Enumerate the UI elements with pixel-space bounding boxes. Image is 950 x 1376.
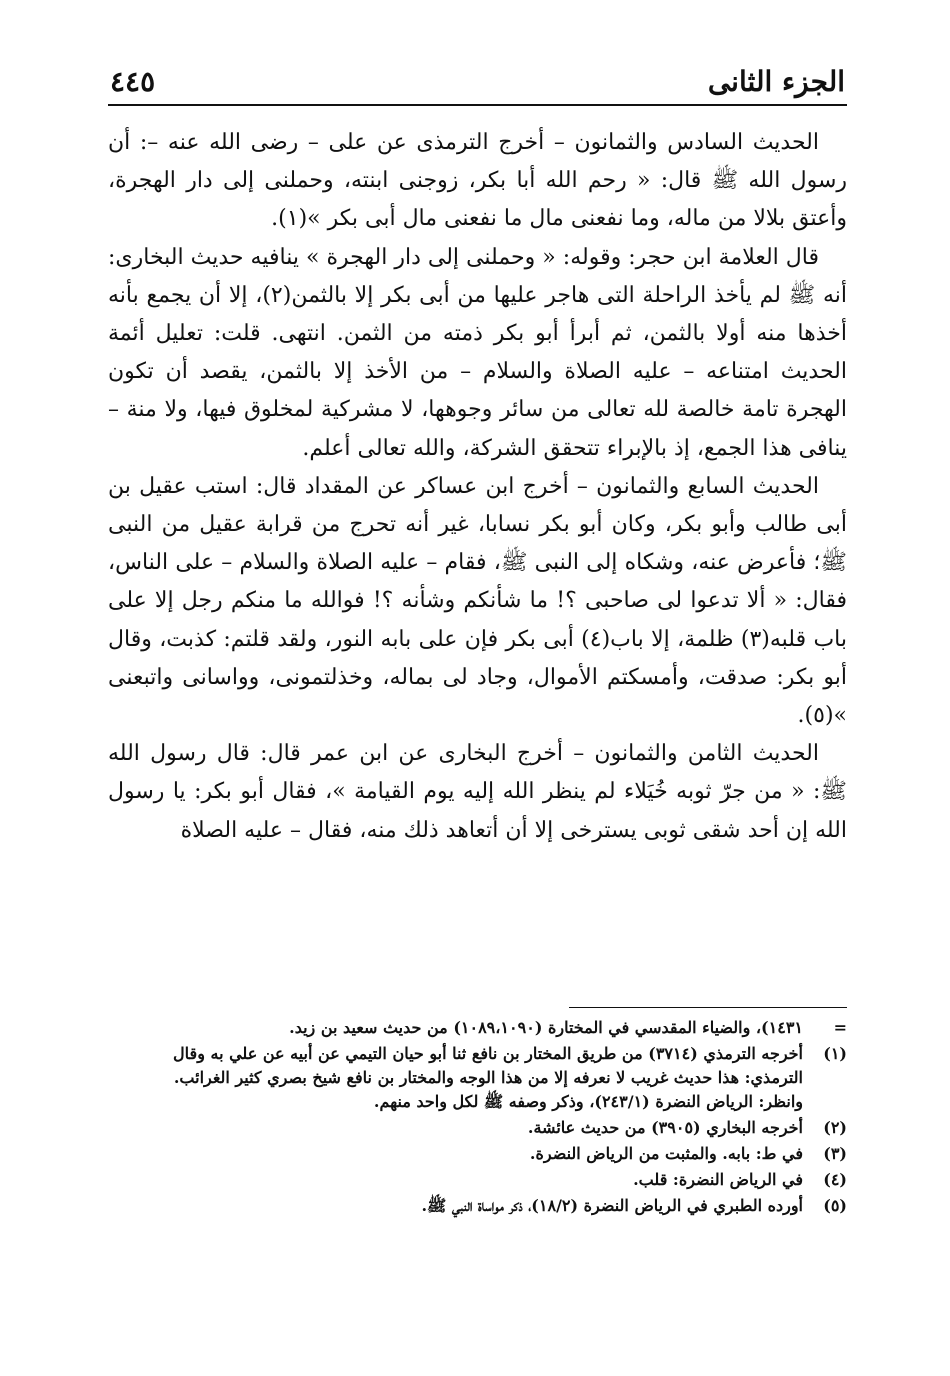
footnotes: [140, 1016, 847, 1218]
page-header: [110, 58, 845, 98]
footnote: [140, 1016, 847, 1040]
paragraph: الحديث السادس والثمانون – أخرج الترمذى عن على – رضى الله عنه –: أن رسول الله ﷺ قال: « رحم الله أبا بكر، زوجنى ابنته، وحملنى إلى دار الهجرة، وأعتق بلالا من ماله، وما نفعنى مال ما نفعنى مال أبى بكر »(١).: [108, 130, 847, 232]
page-number: ٤٤٥: [110, 65, 156, 98]
footnote-number: (١): [823, 1044, 847, 1063]
footnote-text: في ط: بابه. والمثبت من الرياض النضرة.: [529, 1144, 803, 1163]
main-text: [108, 124, 847, 850]
footnote: [140, 1142, 847, 1166]
paragraph: قال العلامة ابن حجر: وقوله: « وحملنى إلى دار الهجرة » ينافيه حديث البخارى: أنه ﷺ لم يأخذ الراحلة التى هاجر عليها من أبى بكر إلا بالثمن(٢)، إلا أن يجمع بأنه أخذها منه أولا بالثمن، ثم أبرأ أبو بكر ذمته من الثمن. انتهى. قلت: تعليل أئمة الحديث امتناعه – عليه الصلاة والسلام – من الأخذ إلا بالثمن، يقصد أن تكون الهجرة تامة خالصة لله تعالى من سائر وجوهها، لا مشركية لمخلوق فيها، ولا منة – ينافى هذا الجمع، إذ بالإبراء تتحقق الشركة، والله تعالى أعلم.: [108, 244, 847, 461]
footnote-number: =: [833, 1018, 847, 1037]
footnote: [140, 1116, 847, 1140]
footnote-text: أخرجه البخاري (٣٩٠٥) من حديث عائشة.: [527, 1118, 803, 1137]
header-rule: [108, 104, 847, 106]
footnote-text: أورده الطبري في الرياض النضرة (١٨/٢)، ذكر مواساة النبي ﷺ.: [421, 1196, 803, 1215]
footnote-number: (٣): [823, 1144, 847, 1163]
footnote-separator: [569, 1007, 847, 1008]
footnote-number: (٤): [823, 1170, 847, 1189]
footnote-number: (٥): [823, 1196, 847, 1215]
footnote: [140, 1168, 847, 1192]
footnote-text: ١٤٣١)، والضياء المقدسي في المختارة (١٠٨٩،١٠٩٠) من حديث سعيد بن زيد.: [289, 1018, 803, 1037]
paragraph: الحديث السابع والثمانون – أخرج ابن عساكر عن المقداد قال: استب عقيل بن أبى طالب وأبو بكر، وكان أبو بكر نسابا، غير أنه تحرج من قرابة عقيل من النبى ﷺ؛ فأعرض عنه، وشكاه إلى النبى ﷺ، فقام – عليه الصلاة والسلام – على الناس، فقال: « ألا تدعوا لى صاحبى ؟! ما شأنكم وشأنه ؟! فوالله ما منكم رجل إلا على باب قلبه(٣) ظلمة، إلا باب(٤) أبى بكر فإن على بابه النور، ولقد قلتم: كذبت، وقال أبو بكر: صدقت، وأمسكتم الأموال، وجاد لى بماله، وخذلتمونى، وواسانى واتبعنى »(٥).: [108, 473, 847, 729]
paragraph: الحديث الثامن والثمانون – أخرج البخارى عن ابن عمر قال: قال رسول الله ﷺ: « من جرّ ثوبه خُيَلاء لم ينظر الله إليه يوم القيامة »، فقال أبو بكر: يا رسول الله إن أحد شقى ثوبى يسترخى إلا أن أتعاهد ذلك منه، فقال – عليه الصلاة: [108, 741, 847, 843]
footnote: [140, 1042, 847, 1114]
running-title: الجزء الثانى: [707, 65, 845, 98]
footnote-number: (٢): [823, 1118, 847, 1137]
footnote: [140, 1194, 847, 1218]
footnote-text: أخرجه الترمذي (٣٧١٤) من طريق المختار بن نافع ثنا أبو حيان التيمي عن أبيه عن علي به وقال الترمذي: هذا حديث غريب لا نعرفه إلا من هذا الوجه والمختار بن نافع شيخ بصري كثير الغرائب. وانظر: الرياض النضرة (٢٤٣/١)، وذكر وصفه ﷺ لكل واحد منهم.: [173, 1044, 803, 1111]
footnote-text: في الرياض النضرة: قلب.: [633, 1170, 803, 1189]
